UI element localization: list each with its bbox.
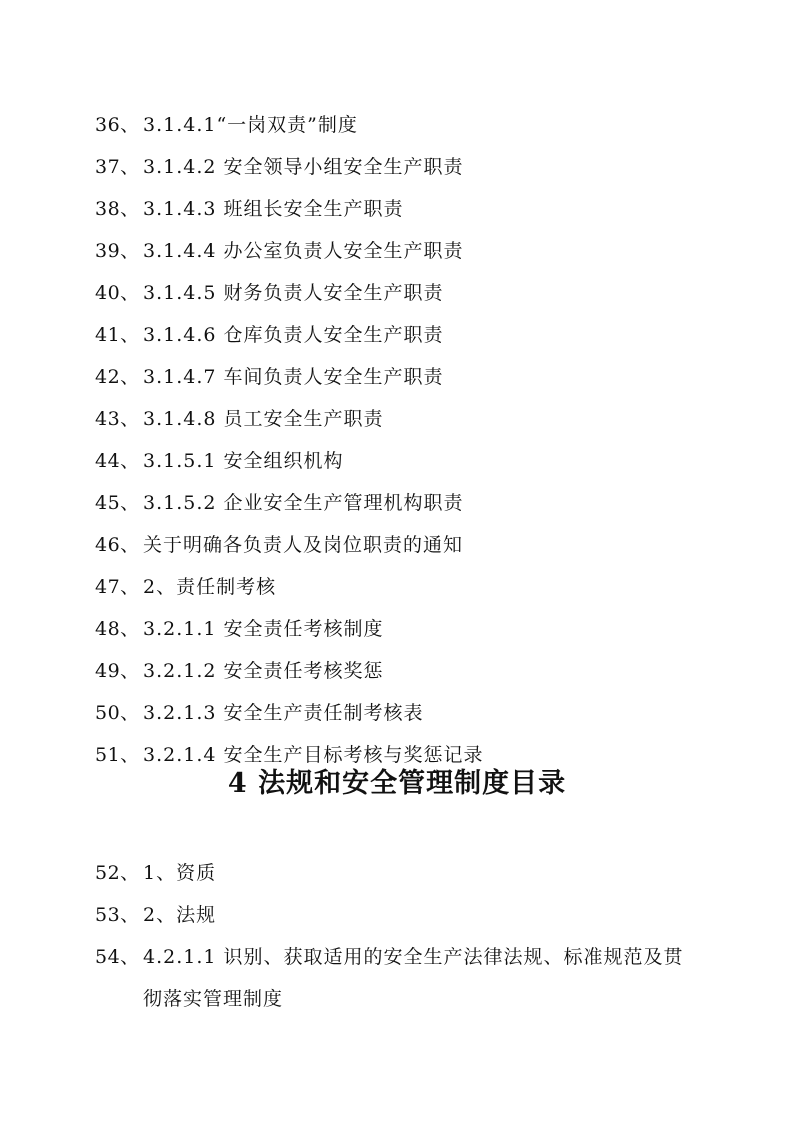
toc-entry-number: 36、 bbox=[95, 114, 140, 136]
toc-entry-number: 37、 bbox=[95, 156, 140, 178]
toc-entry-number: 38、 bbox=[95, 198, 140, 220]
toc-entry-number: 44、 bbox=[95, 450, 140, 472]
toc-entry-title: 3.1.4.2 安全领导小组安全生产职责 bbox=[143, 156, 464, 178]
toc-entry bbox=[95, 650, 735, 692]
toc-entry bbox=[95, 608, 735, 650]
toc-entry bbox=[95, 524, 735, 566]
toc-entry bbox=[95, 398, 735, 440]
toc-entry bbox=[95, 356, 735, 398]
toc-entry bbox=[95, 692, 735, 734]
toc-entry-number: 45、 bbox=[95, 492, 140, 514]
toc-entry-title: 3.2.1.2 安全责任考核奖惩 bbox=[143, 660, 384, 682]
toc-entry-title: 3.2.1.3 安全生产责任制考核表 bbox=[143, 702, 424, 724]
toc-entry-title: 3.1.4.3 班组长安全生产职责 bbox=[143, 198, 404, 220]
toc-entry-number: 51、 bbox=[95, 744, 140, 766]
toc-entry bbox=[95, 482, 735, 524]
toc-entry bbox=[95, 936, 735, 1020]
toc-entry-number: 54、 bbox=[95, 946, 140, 968]
toc-entry-number: 49、 bbox=[95, 660, 140, 682]
toc-list-part1 bbox=[95, 104, 735, 776]
toc-entry-title: 3.1.4.4 办公室负责人安全生产职责 bbox=[143, 240, 464, 262]
toc-entry bbox=[95, 440, 735, 482]
toc-entry-title: 2、责任制考核 bbox=[143, 576, 277, 598]
toc-entry-title: 3.1.5.1 安全组织机构 bbox=[143, 450, 344, 472]
toc-entry-title: 3.2.1.4 安全生产目标考核与奖惩记录 bbox=[143, 744, 484, 766]
toc-entry-title: 3.1.4.6 仓库负责人安全生产职责 bbox=[143, 324, 444, 346]
toc-entry-title: 4.2.1.1 识别、获取适用的安全生产法律法规、标准规范及贯彻落实管理制度 bbox=[143, 946, 684, 1010]
toc-entry bbox=[95, 894, 735, 936]
toc-entry-title: 3.1.4.5 财务负责人安全生产职责 bbox=[143, 282, 444, 304]
toc-entry bbox=[95, 566, 735, 608]
toc-entry bbox=[95, 188, 735, 230]
section-heading: 4 法规和安全管理制度目录 bbox=[227, 768, 567, 799]
toc-entry-number: 40、 bbox=[95, 282, 140, 304]
toc-entry-number: 52、 bbox=[95, 862, 140, 884]
toc-entry-title: 3.1.4.8 员工安全生产职责 bbox=[143, 408, 384, 430]
toc-entry-number: 53、 bbox=[95, 904, 140, 926]
toc-entry-title: 3.2.1.1 安全责任考核制度 bbox=[143, 618, 384, 640]
toc-entry-title: 1、资质 bbox=[143, 862, 217, 884]
toc-entry-title: 3.1.5.2 企业安全生产管理机构职责 bbox=[143, 492, 464, 514]
toc-entry bbox=[95, 272, 735, 314]
toc-list-part2 bbox=[95, 852, 735, 1020]
toc-entry-number: 39、 bbox=[95, 240, 140, 262]
toc-entry-title: 3.1.4.7 车间负责人安全生产职责 bbox=[143, 366, 444, 388]
toc-entry bbox=[95, 104, 735, 146]
toc-entry bbox=[95, 230, 735, 272]
toc-entry bbox=[95, 146, 735, 188]
toc-entry-title: 关于明确各负责人及岗位职责的通知 bbox=[143, 534, 464, 556]
toc-entry-title: 3.1.4.1“一岗双责”制度 bbox=[143, 114, 358, 136]
toc-entry-number: 41、 bbox=[95, 324, 140, 346]
toc-entry bbox=[95, 852, 735, 894]
toc-entry-number: 50、 bbox=[95, 702, 140, 724]
toc-entry-title: 2、法规 bbox=[143, 904, 217, 926]
toc-entry-number: 46、 bbox=[95, 534, 140, 556]
toc-entry-number: 43、 bbox=[95, 408, 140, 430]
toc-entry-number: 48、 bbox=[95, 618, 140, 640]
toc-entry bbox=[95, 314, 735, 356]
toc-entry-number: 42、 bbox=[95, 366, 140, 388]
toc-entry-number: 47、 bbox=[95, 576, 140, 598]
